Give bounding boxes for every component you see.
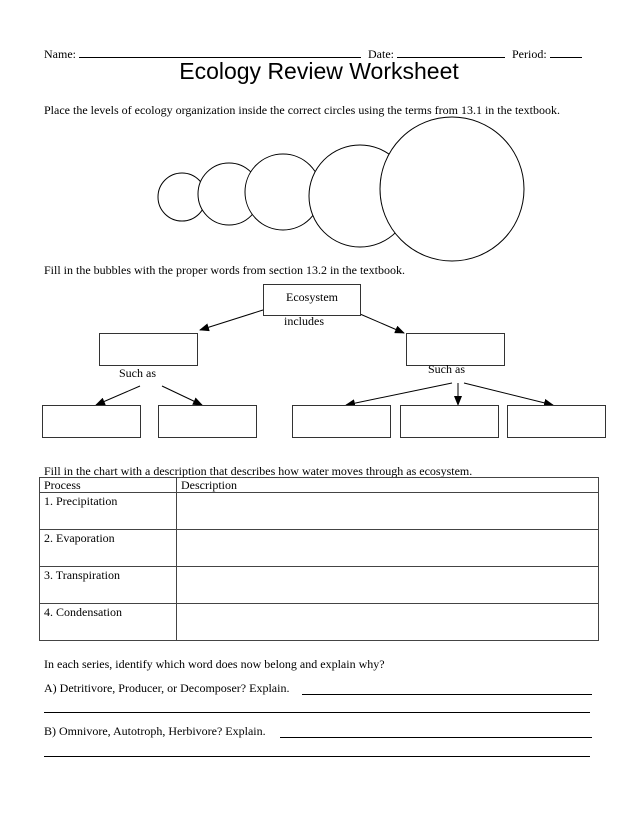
column-header-process: Process [40,478,177,493]
name-label: Name: [44,47,76,61]
ecosystem-label: Ecosystem [286,290,338,304]
date-label: Date: [368,47,394,61]
answer-b-line-2[interactable] [44,756,590,757]
level-circle-5[interactable] [380,117,524,261]
description-cell[interactable] [177,604,599,641]
arrow-to-left [200,310,263,330]
description-cell[interactable] [177,530,599,567]
page-title: Ecology Review Worksheet [179,58,459,84]
bubble-right-3[interactable] [507,405,606,438]
process-cell: 3. Transpiration [40,567,177,604]
bubble-right-1[interactable] [292,405,391,438]
column-header-description: Description [177,478,599,493]
arrow-left-1 [96,386,140,405]
arrow-left-2 [162,386,202,405]
description-cell[interactable] [177,567,599,604]
question-b: B) Omnivore, Autotroph, Herbivore? Explain. [44,724,266,738]
chart-header-row [40,478,599,493]
arrow-right-1 [346,383,452,405]
includes-label: includes [284,314,324,328]
process-cell: 1. Precipitation [40,493,177,530]
process-cell: 4. Condensation [40,604,177,641]
water-cycle-chart [39,477,599,641]
table-row [40,493,599,530]
left-such-as-label: Such as [119,366,156,380]
answer-b-line-1[interactable] [280,737,592,738]
description-cell[interactable] [177,493,599,530]
period-label: Period: [512,47,547,61]
table-row [40,530,599,567]
process-cell: 2. Evaporation [40,530,177,567]
section2-instruction: Fill in the bubbles with the proper words from section 13.2 in the textbook. [44,263,405,277]
right-such-as-label: Such as [428,362,465,376]
answer-a-line-1[interactable] [302,694,592,695]
section4-instruction: In each series, identify which word does now belong and explain why? [44,657,385,671]
bubble-left-1[interactable] [42,405,141,438]
bubble-left-2[interactable] [158,405,257,438]
section3-instruction: Fill in the chart with a description that describes how water moves through as ecosystem. [44,464,473,478]
question-a: A) Detritivore, Producer, or Decomposer? Explain. [44,681,290,695]
section1-instruction: Place the levels of ecology organization inside the correct circles using the terms from 13.1 in the textbook. [44,103,560,117]
table-row [40,604,599,641]
arrow-right-3 [464,383,553,405]
table-row [40,567,599,604]
bubble-left[interactable] [99,333,198,366]
bubble-right-2[interactable] [400,405,499,438]
arrow-to-right [360,314,404,333]
answer-a-line-2[interactable] [44,712,590,713]
